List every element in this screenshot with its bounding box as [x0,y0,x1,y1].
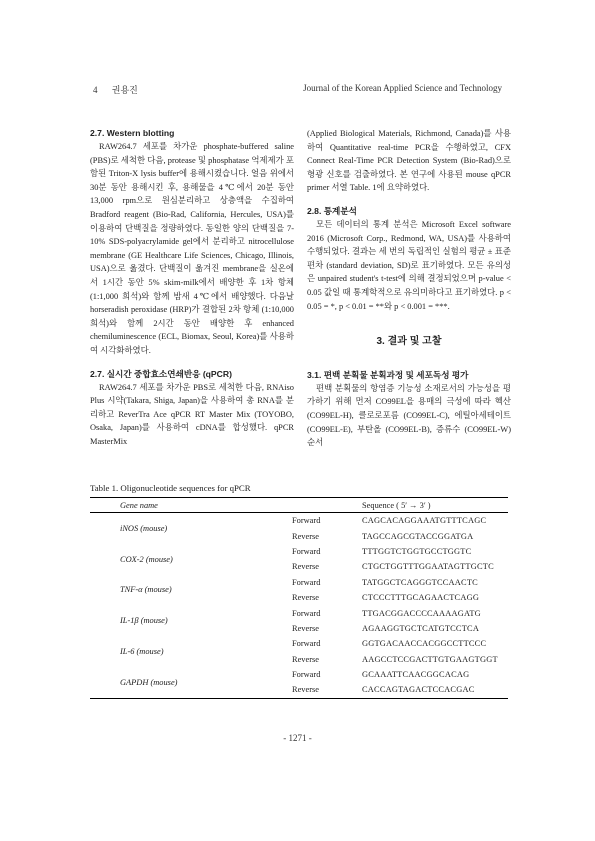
page-number-footer: - 1271 - [283,733,312,743]
section-heading-fractionation: 3.1. 편백 분획물 분획과정 및 세포독성 평가 [307,369,469,380]
section-heading-results: 3. 결과 및 고찰 [376,336,442,348]
oligonucleotide-table [90,497,508,699]
header-author: 권용진 [111,85,138,95]
sequence-cell: GGTGACAACCACGGCCTTCCC [362,639,487,649]
gene-cell: IL-1β (mouse) [120,616,168,626]
left-column [90,127,294,448]
direction-cell: Reverse [292,623,319,633]
section-heading-qpcr: 2.7. 실시간 중합효소연쇄반응 (qPCR) [90,368,232,379]
table-row [90,544,508,559]
header-journal: Journal of the Korean Applied Science and Technology [303,83,502,93]
direction-cell: Forward [292,670,321,680]
sequence-cell: CTCCCTTTGCAGAACTCAGG [362,593,480,603]
direction-cell: Forward [292,546,321,556]
table-row [90,667,508,682]
direction-cell: Forward [292,577,321,587]
sequence-cell: CACCAGTAGACTCCACGAC [362,682,508,698]
table-header-row [90,498,508,513]
sequence-cell: TTGACGGACCCCAAAAGATG [362,608,481,618]
western-blotting-paragraph: RAW264.7 세포를 차가운 phosphate-buffered saline (PBS)로 세척한 다음, protease 및 phosphatase 억제제가 포함된 Triton-X lysis buffer에 용해시켰습니다. 얼음 위에서 30분 동안 용해시킨 후, 용해물을 4℃에서 20분 동안 13,000 rpm으로 원심분리하고 상층액을 수집하여 Bradford reagent (Bio-Rad, California, Hercules, USA)를 이용하여 단백질을 정량하였다. 동일한 양의 단백질을 7-10% SDS-polyacrylamide gel에서 분리하고 nitrocellulose membrane (GE Healthcare Life Sciences, Chicago, Illinois, USA)으로 옮겼다. 단백질이 옮겨진 membrane을 실온에서 1시간 동안 5% skim-milk에서 배양한 후 1차 항체 (1:1,000 희석)와 함께 밤새 4℃에서 배양했다. 다음날 horseradish peroxidase (HRP)가 결합된 2차 항체 (1:10,000 희석)와 함께 2시간 동안 배양한 후 enhanced chemiluminescence (ECL, Biomax, Seoul, Korea)를 사용하여 시각화하였다. [90,142,294,355]
table-caption: Table 1. Oligonucleotide sequences for qPCR [90,483,251,493]
table-row [90,605,508,620]
table-row [90,575,508,590]
direction-cell: Forward [292,639,321,649]
sequence-cell: TAGCCAGCGTACCGGATGA [362,531,474,541]
gene-cell: GAPDH (mouse) [90,667,292,698]
direction-cell: Reverse [292,562,319,572]
sequence-cell: AGAAGGTGCTCATGTCCTCA [362,623,480,633]
sequence-cell: CTGCTGGTTTGGAATAGTTGCTC [362,562,494,572]
sequence-cell: TATGGCTCAGGGTCCAACTC [362,577,478,587]
direction-cell: Reverse [292,531,319,541]
sequence-cell: TTTGGTCTGGTGCCTGGTC [362,546,472,556]
table-row [90,636,508,651]
gene-cell: TNF-α (mouse) [120,585,172,595]
gene-cell: IL-6 (mouse) [120,647,164,657]
sequence-cell: CAGCACAGGAAATGTTTCAGC [362,516,487,526]
running-header-left [93,83,138,96]
direction-cell: Reverse [292,593,319,603]
qpcr-continuation-paragraph: (Applied Biological Materials, Richmond, Canada)를 사용하여 Quantitative real-time PCR을 수행하였고, CFX Connect Real-Time PCR Detection System (Bio-Rad)으로 형광 신호를 검출하였다. 본 연구에 사용된 mouse qPCR primer 서열 Table. 1에 요약하였다. [307,129,511,193]
table-row [90,513,508,529]
right-column [307,127,511,450]
gene-cell: iNOS (mouse) [120,523,168,533]
statistics-paragraph: 모든 데이터의 통계 분석은 Microsoft Excel software 2016 (Microsoft Corp., Redmond, WA, USA)를 사용하여 수행되었다. 결과는 세 번의 독립적인 실험의 평균 ± 표준 편차 (standard deviation, SD)로 표기하였다. 모든 유의성은 unpaired student's t-test에 의해 결정되었으며 p-value < 0.05 값일 때 통계학적으로 유의미하다고 표기하였다. p < 0.05 = *, p < 0.01 = **와 p < 0.001 = ***. [307,219,511,311]
header-gene-name: Gene name [90,498,292,513]
direction-cell: Forward [292,608,321,618]
direction-cell: Reverse [292,682,362,698]
section-heading-statistics: 2.8. 통계분석 [307,205,357,216]
direction-cell: Forward [292,516,321,526]
qpcr-paragraph: RAW264.7 세포를 차가운 PBS로 세척한 다음, RNAiso Plus 시약(Takara, Shiga, Japan)을 사용하여 총 RNA를 분리하고 ReverTra Ace qPCR RT Master Mix (TOYOBO, Osaka, Japan)를 사용하여 cDNA를 합성했다. qPCR MasterMix [90,382,294,446]
fractionation-paragraph: 편백 분획물의 항염증 기능성 소재로서의 가능성을 평가하기 위해 먼저 CO99EL을 용매의 극성에 따라 헥산 (CO99EL-H), 클로로포름 (CO99EL-C), 에틸아세테이트 (CO99EL-E), 부탄올 (CO99EL-B), 증류수 (CO99EL-W) 순서 [307,383,511,448]
header-sequence: Sequence ( 5′ → 3′ ) [362,498,508,513]
sequence-cell: GCAAATTCAACGGCACAG [362,670,470,680]
header-page-number: 4 [93,85,98,95]
gene-cell: COX-2 (mouse) [120,554,173,564]
direction-cell: Reverse [292,654,319,664]
section-heading-western-blotting: 2.7. Western blotting [90,128,175,138]
sequence-cell: AAGCCTCCGACTTGTGAAGTGGT [362,654,498,664]
